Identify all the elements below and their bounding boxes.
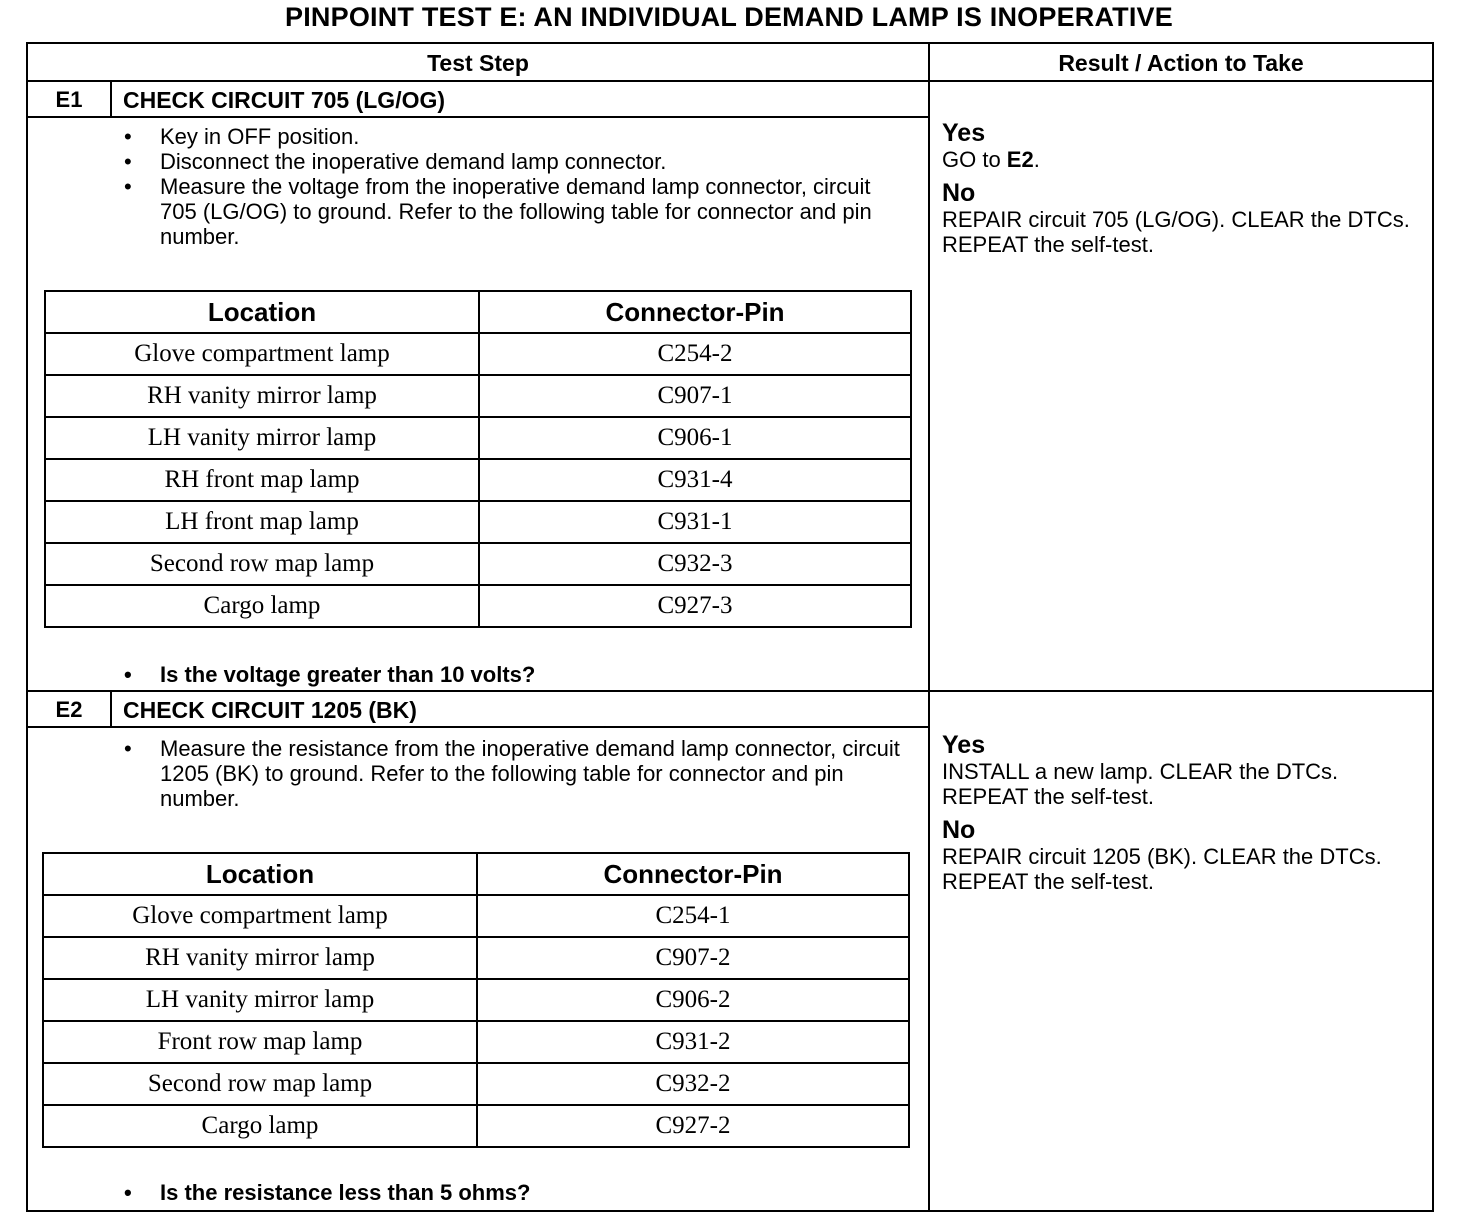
connector-pin-cell: C927-2 — [477, 1105, 909, 1147]
location-cell: Cargo lamp — [43, 1105, 477, 1147]
step-e1-bullet: • Measure the voltage from the inoperative demand lamp connector, circuit 705 (LG/OG) to ground. Refer to the following table for connector and pin number. — [124, 174, 904, 249]
step-e2-question: • Is the resistance less than 5 ohms? — [124, 1180, 530, 1205]
table-row — [43, 1063, 909, 1105]
step-e2-header — [28, 692, 928, 726]
location-cell: Second row map lamp — [43, 1063, 477, 1105]
table-row — [45, 375, 911, 417]
connector-pin-cell: C906-2 — [477, 979, 909, 1021]
step-e1-yes-action — [942, 147, 1422, 172]
location-column-header: Location — [45, 291, 479, 333]
connector-pin-cell: C907-2 — [477, 937, 909, 979]
table-row — [43, 937, 909, 979]
location-cell: LH vanity mirror lamp — [43, 979, 477, 1021]
connector-pin-column-header: Connector-Pin — [477, 853, 909, 895]
connector-pin-cell: C932-3 — [479, 543, 911, 585]
connector-pin-cell: C932-2 — [477, 1063, 909, 1105]
step-e1-header — [28, 82, 928, 116]
table-header-row — [43, 853, 909, 895]
connector-pin-cell: C907-1 — [479, 375, 911, 417]
location-column-header: Location — [43, 853, 477, 895]
step-e2-no-label: No — [942, 816, 976, 844]
table-row — [43, 979, 909, 1021]
location-cell: Cargo lamp — [45, 585, 479, 627]
location-cell: Glove compartment lamp — [45, 333, 479, 375]
table-row — [45, 543, 911, 585]
step-e2-yes-action: INSTALL a new lamp. CLEAR the DTCs. REPEAT the self-test. — [942, 759, 1339, 809]
connector-pin-cell: C927-3 — [479, 585, 911, 627]
step-e1-id: E1 — [28, 82, 112, 116]
location-cell: RH front map lamp — [45, 459, 479, 501]
table-row — [43, 895, 909, 937]
connector-pin-cell: C931-4 — [479, 459, 911, 501]
step-e2-no-action: REPAIR circuit 1205 (BK). CLEAR the DTCs. REPEAT the self-test. — [942, 844, 1382, 894]
step-e1-question: • Is the voltage greater than 10 volts? — [124, 662, 535, 687]
page-title: PINPOINT TEST E: AN INDIVIDUAL DEMAND LAMP IS INOPERATIVE — [285, 2, 1173, 32]
step-e2-id: E2 — [28, 692, 112, 726]
table-row — [45, 459, 911, 501]
table-header-row — [45, 291, 911, 333]
step-e1-yes-label: Yes — [942, 119, 986, 147]
step-e1-bullet: • Key in OFF position. — [124, 124, 904, 149]
table-row — [43, 1021, 909, 1063]
connector-pin-cell: C931-2 — [477, 1021, 909, 1063]
step-e1-connector-table — [44, 290, 912, 628]
step-reference-link: E2 — [1006, 147, 1034, 172]
location-cell: Glove compartment lamp — [43, 895, 477, 937]
step-e1-title-divider — [28, 116, 928, 118]
result-header: Result / Action to Take — [930, 44, 1432, 82]
step-e2-title-divider — [28, 726, 928, 728]
table-row — [43, 1105, 909, 1147]
table-row — [45, 333, 911, 375]
step-e1-bullet: • Disconnect the inoperative demand lamp connector. — [124, 149, 904, 174]
table-row — [45, 585, 911, 627]
step-e1-title: CHECK CIRCUIT 705 (LG/OG) — [123, 87, 446, 113]
step-e2-result — [942, 732, 1422, 902]
step-e1-no-label: No — [942, 179, 976, 207]
connector-pin-cell: C906-1 — [479, 417, 911, 459]
table-row — [45, 501, 911, 543]
yes-action-punct: . — [1033, 147, 1040, 172]
location-cell: RH vanity mirror lamp — [43, 937, 477, 979]
connector-pin-cell: C254-2 — [479, 333, 911, 375]
test-step-header: Test Step — [28, 44, 928, 82]
connector-pin-cell: C931-1 — [479, 501, 911, 543]
step-e1-no-action: REPAIR circuit 705 (LG/OG). CLEAR the DTCs. REPEAT the self-test. — [942, 207, 1410, 257]
location-cell: LH front map lamp — [45, 501, 479, 543]
step-e1-instructions — [124, 124, 904, 249]
location-cell: RH vanity mirror lamp — [45, 375, 479, 417]
step-e2-title: CHECK CIRCUIT 1205 (BK) — [123, 697, 417, 723]
yes-action-text: GO to — [942, 147, 1007, 172]
location-cell: LH vanity mirror lamp — [45, 417, 479, 459]
location-cell: Second row map lamp — [45, 543, 479, 585]
connector-pin-column-header: Connector-Pin — [479, 291, 911, 333]
column-divider — [928, 44, 930, 1210]
table-row — [45, 417, 911, 459]
pinpoint-test-table — [26, 42, 1434, 1212]
step-e2-bullet: • Measure the resistance from the inoperative demand lamp connector, circuit 1205 (BK) to ground. Refer to the following table for connector and pin number. — [124, 736, 904, 811]
location-cell: Front row map lamp — [43, 1021, 477, 1063]
connector-pin-cell: C254-1 — [477, 895, 909, 937]
step-e1-result — [942, 120, 1422, 265]
step-e2-yes-label: Yes — [942, 731, 986, 759]
step-e2-instructions — [124, 736, 904, 811]
step-e2-connector-table — [42, 852, 910, 1148]
